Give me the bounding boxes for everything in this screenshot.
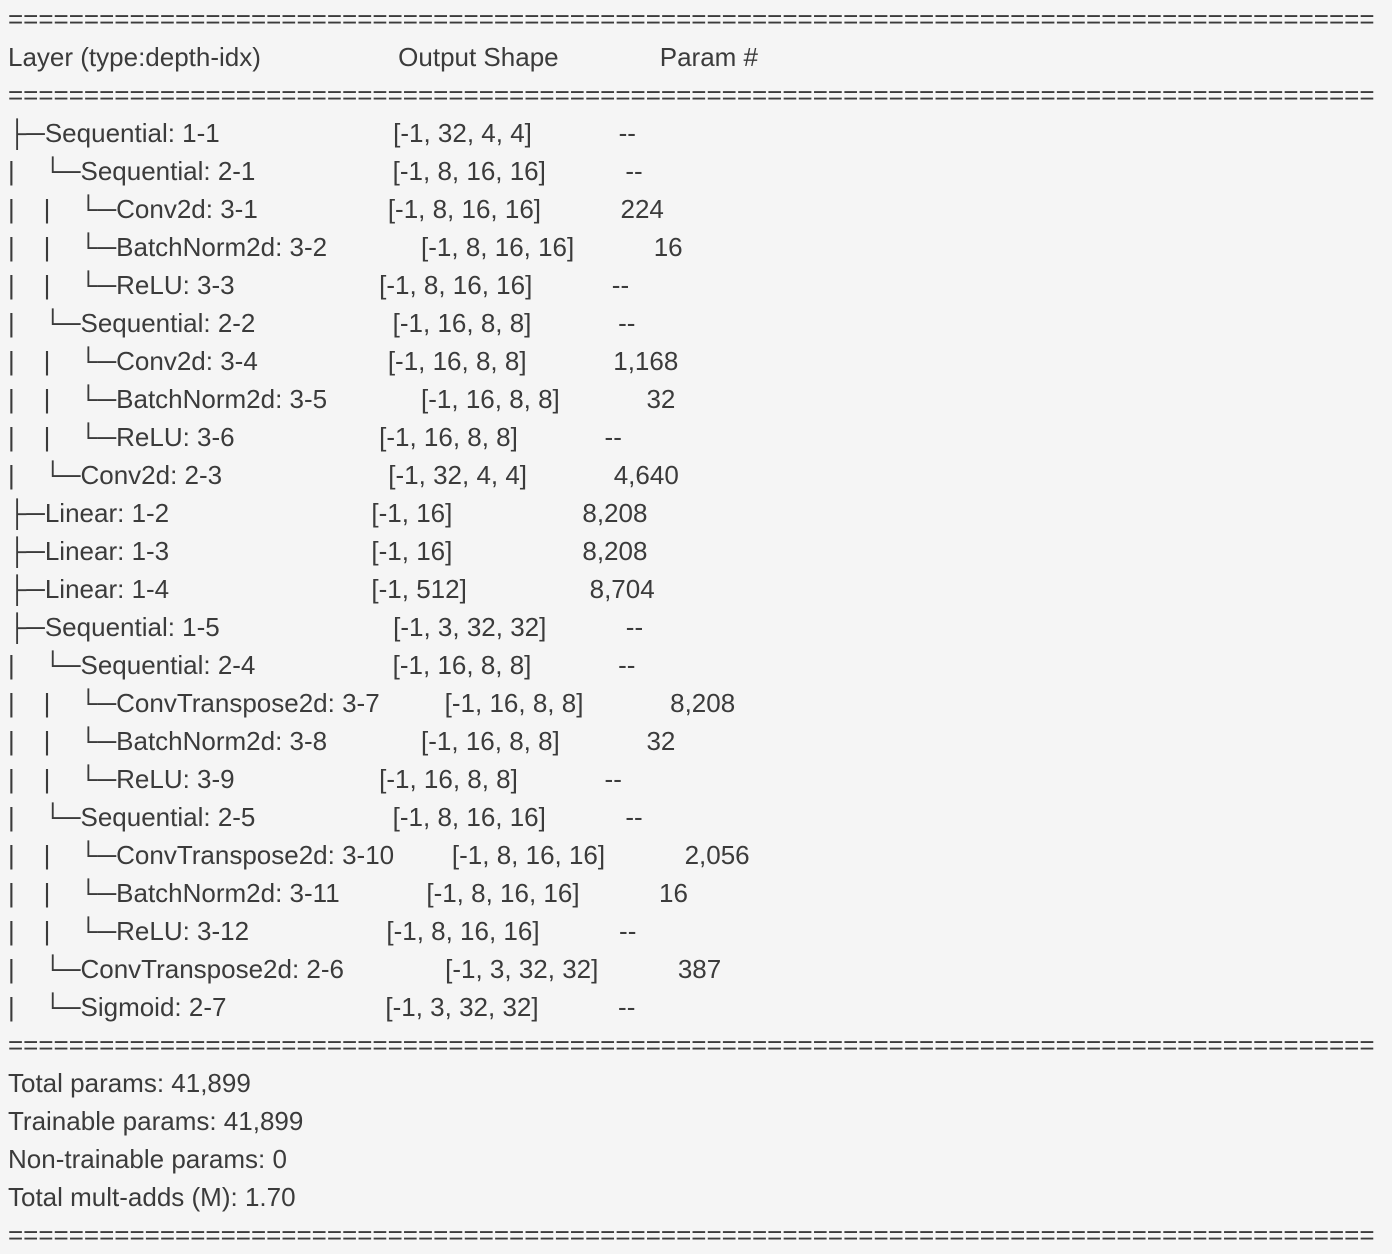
param-cell: -- [604, 422, 622, 452]
table-row [8, 114, 1392, 152]
table-row [8, 266, 1392, 304]
total-line: Non-trainable params: 0 [8, 1144, 287, 1174]
output-shape-cell: [-1, 8, 16, 16] [392, 156, 626, 186]
layer-cell: | └─Sequential: 2-4 [8, 650, 393, 680]
table-row [8, 532, 1392, 570]
totals-section [8, 1064, 1392, 1216]
layer-rows [8, 114, 1392, 1026]
table-row [8, 760, 1392, 798]
output-shape-cell: [-1, 3, 32, 32] [385, 992, 619, 1022]
output-shape-cell: [-1, 3, 32, 32] [445, 954, 678, 984]
param-cell: 8,208 [670, 688, 736, 718]
layer-cell: | └─Sigmoid: 2-7 [8, 992, 386, 1022]
layer-cell: | | └─BatchNorm2d: 3-2 [8, 232, 422, 262]
output-shape-cell: [-1, 8, 16, 16] [386, 916, 620, 946]
output-shape-cell: [-1, 16] [371, 536, 583, 566]
output-shape-cell: [-1, 16, 8, 8] [379, 422, 605, 452]
table-row [8, 304, 1392, 342]
output-shape-cell: [-1, 16] [371, 498, 583, 528]
table-row [8, 380, 1392, 418]
layer-cell: | | └─BatchNorm2d: 3-8 [8, 726, 422, 756]
layer-cell: | └─Conv2d: 2-3 [8, 460, 389, 490]
layer-cell: ├─Linear: 1-4 [8, 574, 372, 604]
table-row [8, 570, 1392, 608]
output-shape-cell: [-1, 3, 32, 32] [393, 612, 626, 642]
output-shape-cell: [-1, 8, 16, 16] [451, 840, 685, 870]
output-shape-cell: [-1, 16, 8, 8] [379, 764, 605, 794]
param-cell: 16 [659, 878, 688, 908]
table-header [8, 38, 1392, 76]
output-shape-cell: [-1, 16, 8, 8] [444, 688, 671, 718]
table-row [8, 418, 1392, 456]
table-row [8, 912, 1392, 950]
table-row [8, 494, 1392, 532]
table-row [8, 874, 1392, 912]
total-line: Trainable params: 41,899 [8, 1106, 304, 1136]
separator-line: ========================================================================================== [8, 80, 1375, 110]
layer-cell: | | └─ConvTranspose2d: 3-10 [8, 840, 452, 870]
table-row [8, 152, 1392, 190]
layer-cell: ├─Linear: 1-3 [8, 536, 372, 566]
param-cell: -- [625, 156, 643, 186]
table-row [8, 722, 1392, 760]
param-cell: 2,056 [684, 840, 750, 870]
header-layer-col: Layer (type:depth-idx) [8, 42, 399, 72]
table-row [8, 190, 1392, 228]
param-cell: 4,640 [613, 460, 679, 490]
param-cell: 8,704 [589, 574, 655, 604]
layer-cell: | | └─Conv2d: 3-4 [8, 346, 388, 376]
param-cell: 32 [646, 384, 676, 414]
param-cell: -- [618, 992, 636, 1022]
layer-cell: | └─Sequential: 2-1 [8, 156, 393, 186]
output-shape-cell: [-1, 32, 4, 4] [388, 460, 614, 490]
layer-cell: ├─Linear: 1-2 [8, 498, 372, 528]
layer-cell: ├─Sequential: 1-5 [8, 612, 394, 642]
table-row [8, 950, 1392, 988]
layer-cell: | └─Sequential: 2-2 [8, 308, 393, 338]
param-cell: -- [625, 802, 643, 832]
output-shape-cell: [-1, 8, 16, 16] [426, 878, 660, 908]
header-param-col: Param # [659, 42, 759, 72]
layer-cell: | | └─ReLU: 3-6 [8, 422, 380, 452]
separator-line: ========================================================================================== [8, 1220, 1375, 1250]
param-cell: -- [625, 612, 644, 642]
output-shape-cell: [-1, 16, 8, 8] [392, 308, 619, 338]
layer-cell: | | └─ConvTranspose2d: 3-7 [8, 688, 445, 718]
param-cell: 224 [620, 194, 664, 224]
param-cell: 387 [677, 954, 722, 984]
param-cell: 32 [646, 726, 676, 756]
separator-line: ========================================================================================== [8, 4, 1375, 34]
param-cell: 8,208 [582, 498, 648, 528]
total-line: Total mult-adds (M): 1.70 [8, 1182, 296, 1212]
table-row [8, 988, 1392, 1026]
output-shape-cell: [-1, 8, 16, 16] [379, 270, 612, 300]
output-shape-cell: [-1, 16, 8, 8] [387, 346, 614, 376]
layer-cell: | | └─ReLU: 3-9 [8, 764, 380, 794]
output-shape-cell: [-1, 8, 16, 16] [392, 802, 626, 832]
output-shape-cell: [-1, 512] [371, 574, 590, 604]
param-cell: -- [611, 270, 630, 300]
table-row [8, 646, 1392, 684]
output-shape-cell: [-1, 16, 8, 8] [392, 650, 619, 680]
output-shape-cell: [-1, 8, 16, 16] [387, 194, 621, 224]
param-cell: 1,168 [613, 346, 679, 376]
table-row [8, 456, 1392, 494]
output-shape-cell: [-1, 32, 4, 4] [393, 118, 619, 148]
param-cell: 16 [653, 232, 683, 262]
layer-cell: | | └─BatchNorm2d: 3-5 [8, 384, 422, 414]
table-row [8, 798, 1392, 836]
layer-cell: ├─Sequential: 1-1 [8, 118, 394, 148]
param-cell: -- [604, 764, 622, 794]
param-cell: -- [619, 916, 637, 946]
layer-cell: | └─ConvTranspose2d: 2-6 [8, 954, 446, 984]
output-shape-cell: [-1, 8, 16, 16] [421, 232, 654, 262]
param-cell: 8,208 [582, 536, 648, 566]
table-row [8, 836, 1392, 874]
table-row [8, 608, 1392, 646]
layer-cell: | | └─ReLU: 3-12 [8, 916, 387, 946]
param-cell: -- [618, 308, 636, 338]
output-shape-cell: [-1, 16, 8, 8] [421, 726, 647, 756]
param-cell: -- [618, 650, 636, 680]
layer-cell: | | └─ReLU: 3-3 [8, 270, 380, 300]
separator-line: ========================================================================================== [8, 1030, 1375, 1060]
param-cell: -- [618, 118, 636, 148]
header-output-shape-col: Output Shape [398, 42, 660, 72]
table-row [8, 684, 1392, 722]
layer-cell: | | └─Conv2d: 3-1 [8, 194, 388, 224]
layer-cell: | └─Sequential: 2-5 [8, 802, 393, 832]
table-row [8, 342, 1392, 380]
table-row [8, 228, 1392, 266]
layer-cell: | | └─BatchNorm2d: 3-11 [8, 878, 427, 908]
output-shape-cell: [-1, 16, 8, 8] [421, 384, 647, 414]
total-line: Total params: 41,899 [8, 1068, 251, 1098]
